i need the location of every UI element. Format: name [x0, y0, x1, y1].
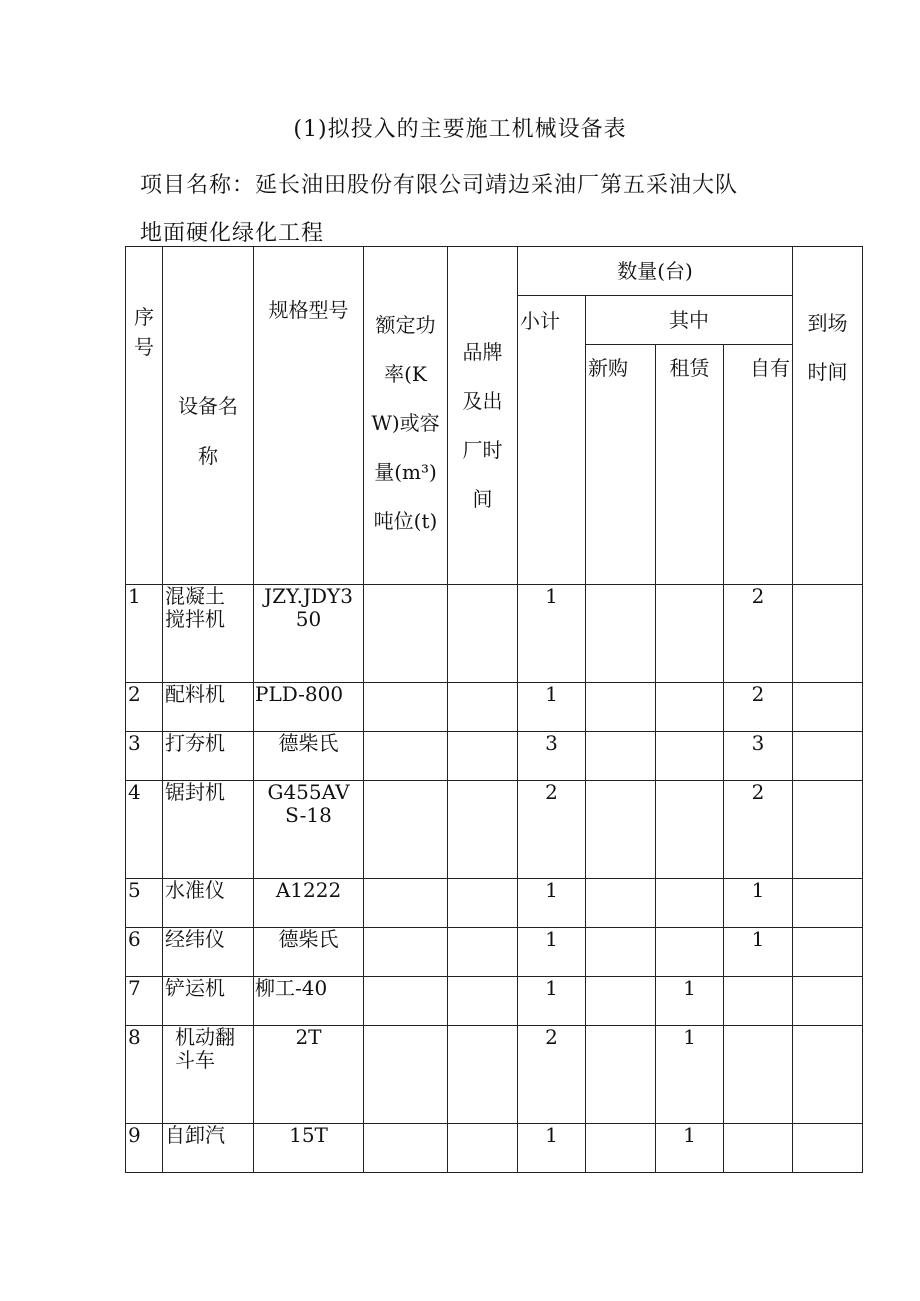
cell-lease: 1	[656, 1124, 724, 1173]
cell-lease	[656, 781, 724, 879]
cell-lease	[656, 683, 724, 732]
cell-lease: 1	[656, 1026, 724, 1124]
cell-brand	[448, 879, 518, 928]
cell-new	[586, 781, 656, 879]
equipment-table	[125, 246, 863, 1173]
table-row	[126, 1124, 863, 1173]
header-arrival: 到场时间	[793, 247, 863, 585]
cell-own	[724, 1026, 793, 1124]
cell-name: 经纬仪	[163, 928, 254, 977]
cell-own	[724, 977, 793, 1026]
header-among: 其中	[586, 296, 793, 345]
cell-subtotal: 2	[518, 781, 586, 879]
cell-capacity	[364, 585, 448, 683]
cell-subtotal: 1	[518, 1124, 586, 1173]
cell-own: 3	[724, 732, 793, 781]
cell-arrival	[793, 585, 863, 683]
cell-spec: 德柴氏	[254, 928, 364, 977]
cell-seq: 4	[126, 781, 163, 879]
cell-arrival	[793, 683, 863, 732]
table-row	[126, 928, 863, 977]
cell-name: 铲运机	[163, 977, 254, 1026]
cell-subtotal: 1	[518, 585, 586, 683]
cell-spec: A1222	[254, 879, 364, 928]
cell-name: 水准仪	[163, 879, 254, 928]
cell-lease	[656, 585, 724, 683]
cell-spec: 15T	[254, 1124, 364, 1173]
cell-brand	[448, 585, 518, 683]
cell-seq: 2	[126, 683, 163, 732]
cell-seq: 7	[126, 977, 163, 1026]
cell-name: 混凝土搅拌机	[163, 585, 254, 683]
cell-arrival	[793, 879, 863, 928]
cell-capacity	[364, 1026, 448, 1124]
cell-own: 2	[724, 683, 793, 732]
cell-capacity	[364, 928, 448, 977]
cell-brand	[448, 683, 518, 732]
cell-subtotal: 3	[518, 732, 586, 781]
cell-subtotal: 2	[518, 1026, 586, 1124]
cell-lease	[656, 732, 724, 781]
cell-lease: 1	[656, 977, 724, 1026]
header-capacity: 额定功率(KW)或容量(m³)吨位(t)	[364, 247, 448, 585]
table-row	[126, 977, 863, 1026]
cell-spec: 德柴氏	[254, 732, 364, 781]
cell-capacity	[364, 732, 448, 781]
cell-seq: 3	[126, 732, 163, 781]
page-title: (1)拟投入的主要施工机械设备表	[293, 117, 627, 142]
cell-new	[586, 928, 656, 977]
cell-new	[586, 879, 656, 928]
cell-new	[586, 732, 656, 781]
cell-name: 锯封机	[163, 781, 254, 879]
cell-arrival	[793, 1124, 863, 1173]
cell-seq: 5	[126, 879, 163, 928]
cell-spec: JZY.JDY350	[254, 585, 364, 683]
table-row	[126, 1026, 863, 1124]
cell-spec: 2T	[254, 1026, 364, 1124]
cell-new	[586, 977, 656, 1026]
cell-own: 1	[724, 879, 793, 928]
table-row	[126, 781, 863, 879]
header-brand: 品牌及出厂时间	[448, 247, 518, 585]
cell-arrival	[793, 928, 863, 977]
cell-seq: 1	[126, 585, 163, 683]
header-subtotal: 小计	[518, 296, 586, 585]
header-quantity: 数量(台)	[518, 247, 793, 296]
table-row	[126, 585, 863, 683]
cell-subtotal: 1	[518, 683, 586, 732]
cell-lease	[656, 928, 724, 977]
header-lease: 租赁	[656, 345, 724, 585]
cell-new	[586, 1026, 656, 1124]
cell-name: 机动翻斗车	[163, 1026, 254, 1124]
cell-brand	[448, 781, 518, 879]
cell-brand	[448, 732, 518, 781]
cell-subtotal: 1	[518, 928, 586, 977]
cell-brand	[448, 928, 518, 977]
header-own: 自有	[724, 345, 793, 585]
cell-seq: 8	[126, 1026, 163, 1124]
cell-name: 打夯机	[163, 732, 254, 781]
cell-name: 自卸汽	[163, 1124, 254, 1173]
cell-name: 配料机	[163, 683, 254, 732]
cell-brand	[448, 977, 518, 1026]
cell-own: 1	[724, 928, 793, 977]
project-name-line-1: 项目名称：延长油田股份有限公司靖边采油厂第五采油大队	[140, 173, 739, 198]
cell-arrival	[793, 781, 863, 879]
cell-arrival	[793, 977, 863, 1026]
cell-seq: 9	[126, 1124, 163, 1173]
header-name: 设备名称	[163, 247, 254, 585]
cell-capacity	[364, 781, 448, 879]
cell-arrival	[793, 732, 863, 781]
cell-brand	[448, 1026, 518, 1124]
header-seq: 序号	[126, 247, 163, 585]
cell-own	[724, 1124, 793, 1173]
cell-new	[586, 683, 656, 732]
cell-spec: PLD-800	[254, 683, 364, 732]
cell-capacity	[364, 683, 448, 732]
cell-subtotal: 1	[518, 879, 586, 928]
table-row	[126, 732, 863, 781]
table-row	[126, 879, 863, 928]
cell-own: 2	[724, 781, 793, 879]
cell-new	[586, 585, 656, 683]
cell-capacity	[364, 879, 448, 928]
cell-capacity	[364, 977, 448, 1026]
cell-spec: 柳工-40	[254, 977, 364, 1026]
cell-spec: G455AVS-18	[254, 781, 364, 879]
cell-seq: 6	[126, 928, 163, 977]
cell-own: 2	[724, 585, 793, 683]
cell-brand	[448, 1124, 518, 1173]
cell-lease	[656, 879, 724, 928]
header-new: 新购	[586, 345, 656, 585]
cell-subtotal: 1	[518, 977, 586, 1026]
cell-capacity	[364, 1124, 448, 1173]
cell-new	[586, 1124, 656, 1173]
project-name-line-2: 地面硬化绿化工程	[140, 221, 325, 246]
table-row	[126, 683, 863, 732]
cell-arrival	[793, 1026, 863, 1124]
header-spec: 规格型号	[254, 247, 364, 585]
